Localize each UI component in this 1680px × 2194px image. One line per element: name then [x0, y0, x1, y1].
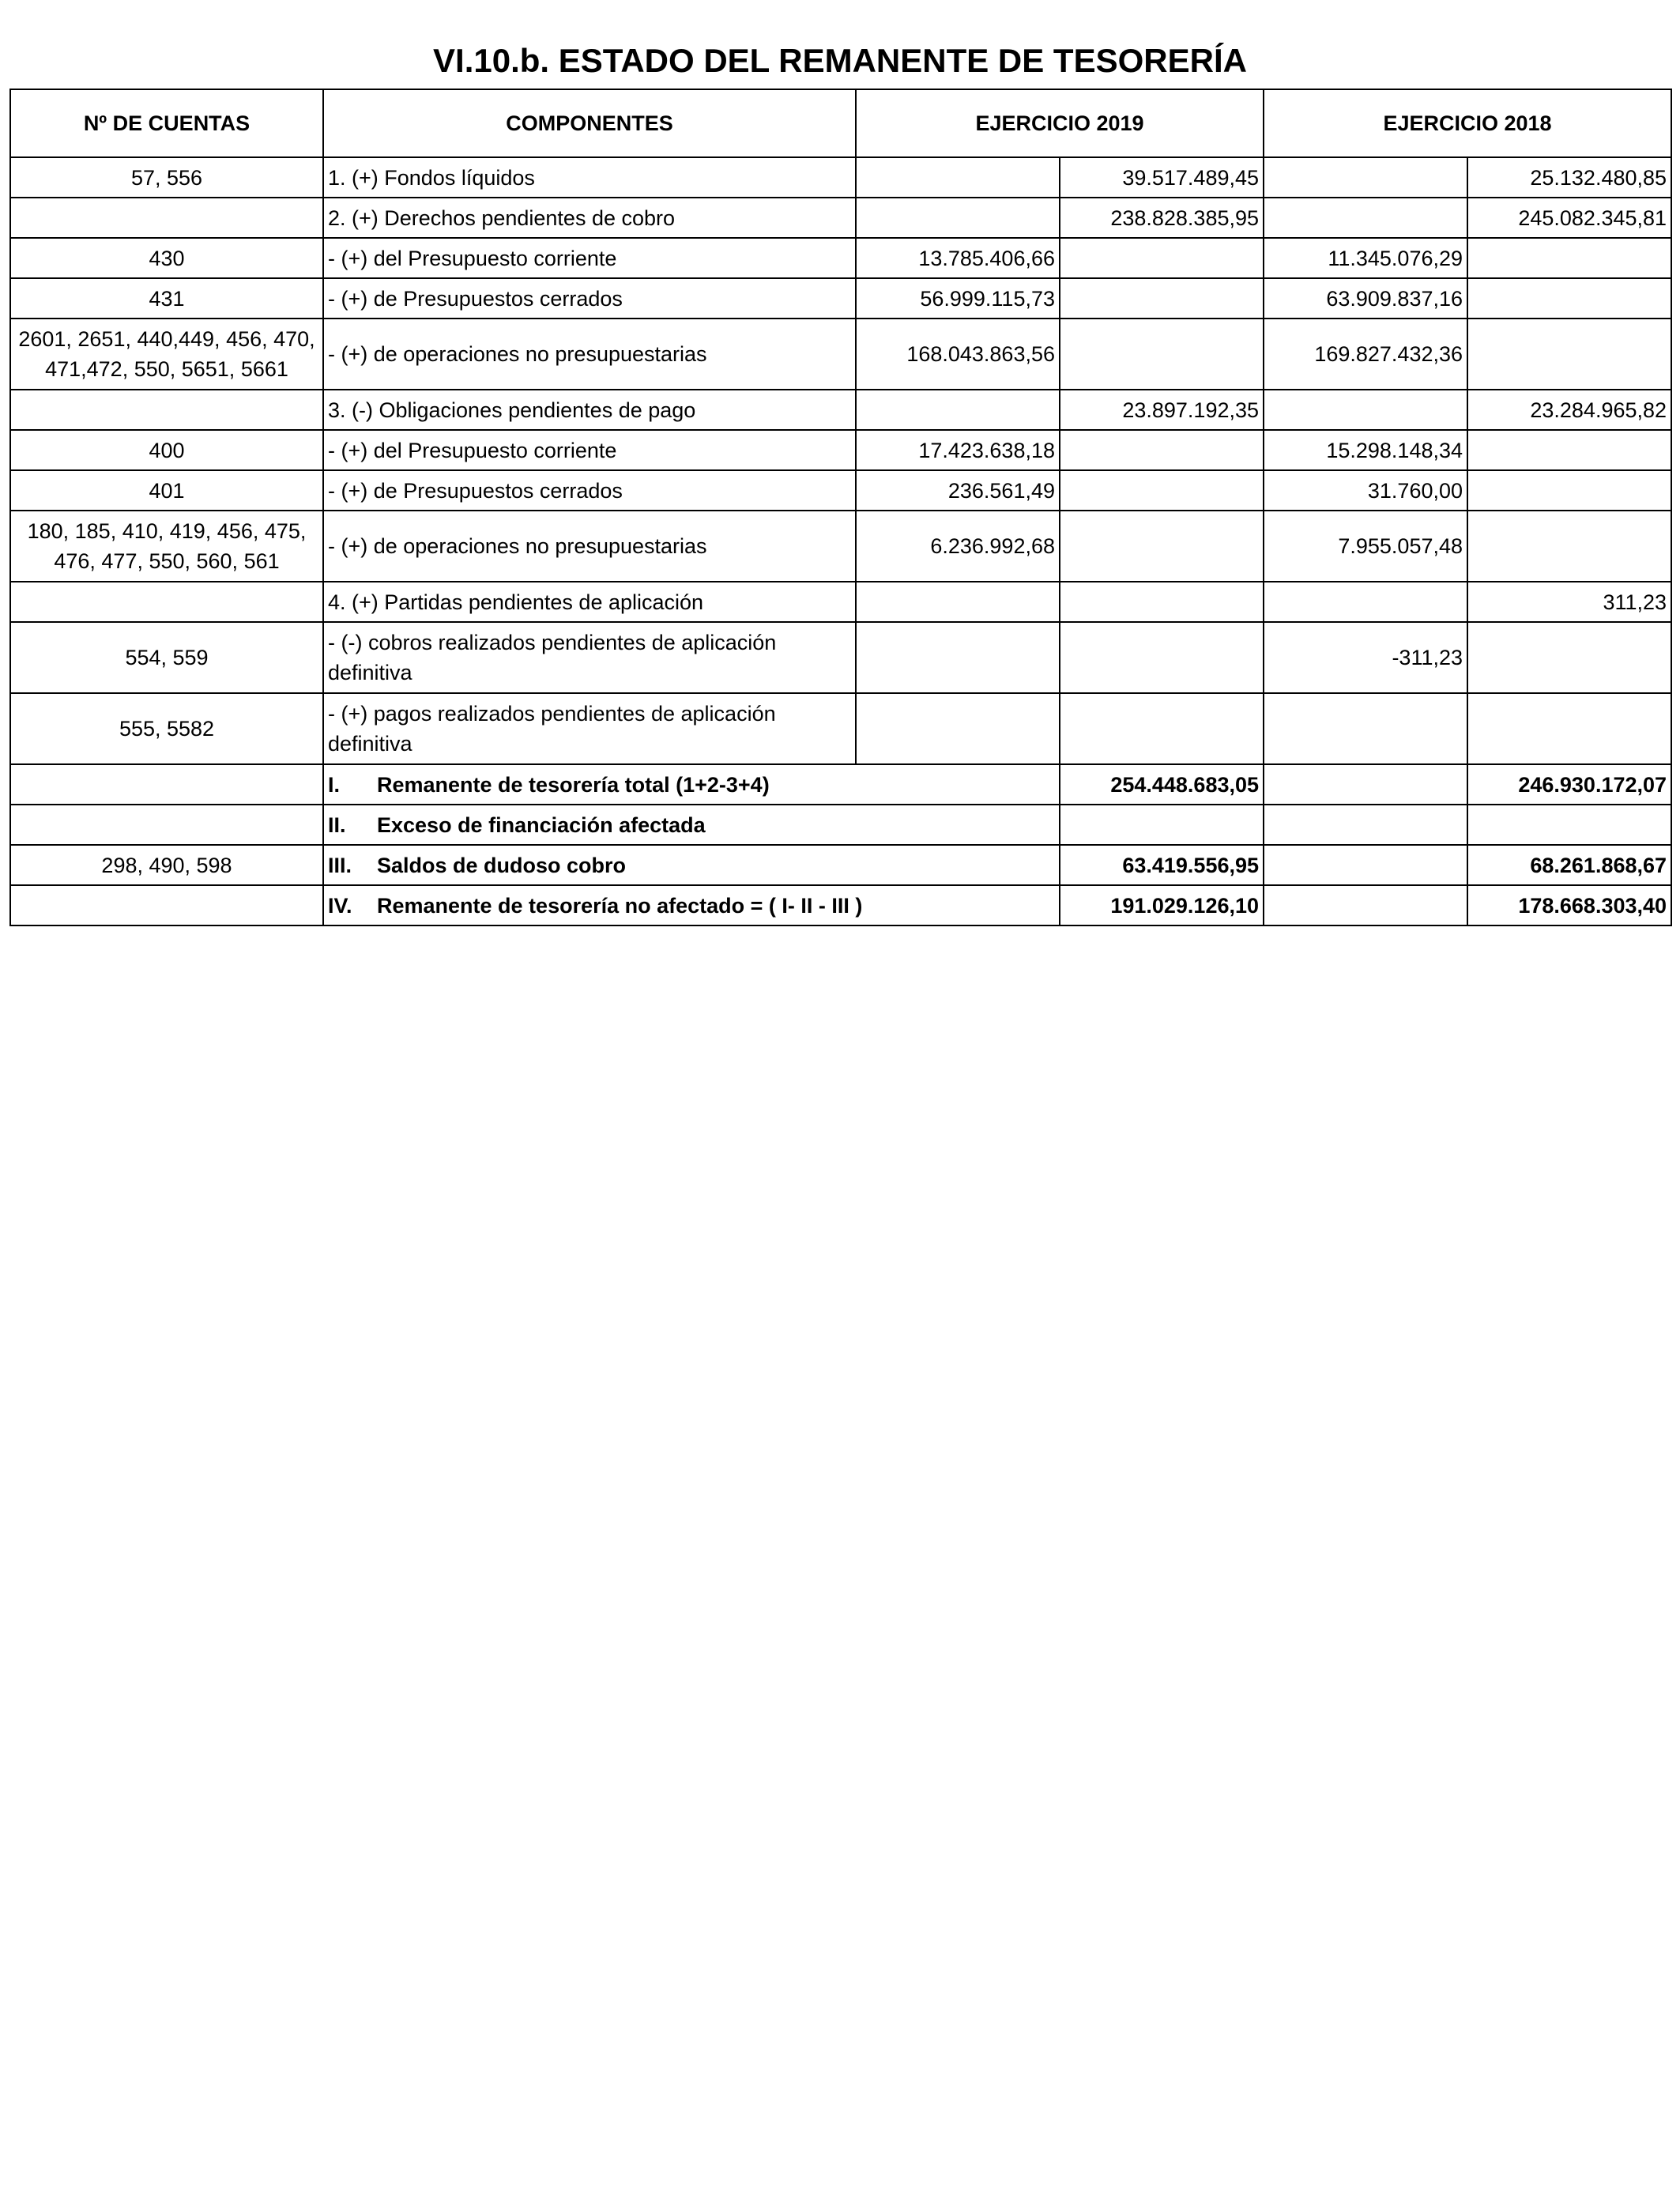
total-2019-cell	[1060, 278, 1264, 319]
detalle-2018-cell	[1264, 157, 1467, 198]
cuentas-cell: 298, 490, 598	[10, 845, 323, 885]
total-2019-cell: 39.517.489,45	[1060, 157, 1264, 198]
cuentas-cell	[10, 582, 323, 622]
total-label-cell	[323, 764, 1060, 805]
total-2018-cell	[1467, 238, 1671, 278]
table-row	[10, 238, 1671, 278]
detalle-2019-cell: 236.561,49	[856, 470, 1060, 511]
table-row	[10, 693, 1671, 764]
detalle-2018-cell: 63.909.837,16	[1264, 278, 1467, 319]
cuentas-cell: 430	[10, 238, 323, 278]
total-2019-cell	[1060, 470, 1264, 511]
total-2019-cell	[1060, 430, 1264, 470]
header-cuentas: Nº DE CUENTAS	[10, 89, 323, 157]
detalle-2019-cell	[856, 582, 1060, 622]
componente-cell: 3. (-) Obligaciones pendientes de pago	[323, 390, 856, 430]
cuentas-cell: 400	[10, 430, 323, 470]
total-2019-cell	[1060, 238, 1264, 278]
total-2019-cell	[1060, 319, 1264, 390]
componente-cell: - (+) del Presupuesto corriente	[323, 430, 856, 470]
total-2018-cell: 178.668.303,40	[1467, 885, 1671, 925]
total-label-cell	[323, 885, 1060, 925]
roman-numeral: III.	[328, 853, 352, 877]
total-2018-cell	[1467, 319, 1671, 390]
header-ejercicio-2018: EJERCICIO 2018	[1264, 89, 1671, 157]
detalle-2018-cell	[1264, 693, 1467, 764]
detalle-2018-cell	[1264, 390, 1467, 430]
header-row	[10, 89, 1671, 157]
componente-cell: - (-) cobros realizados pendientes de aplicación definitiva	[323, 622, 856, 693]
total-2018-cell	[1467, 430, 1671, 470]
detalle-2019-cell: 17.423.638,18	[856, 430, 1060, 470]
componente-cell: 4. (+) Partidas pendientes de aplicación	[323, 582, 856, 622]
header-ejercicio-2019: EJERCICIO 2019	[856, 89, 1264, 157]
cuentas-cell	[10, 885, 323, 925]
detalle-2019-cell: 168.043.863,56	[856, 319, 1060, 390]
detalle-2018-cell	[1264, 885, 1467, 925]
total-label-cell	[323, 845, 1060, 885]
total-row	[10, 805, 1671, 845]
total-label: Remanente de tesorería total (1+2-3+4)	[377, 772, 770, 797]
cuentas-cell	[10, 198, 323, 238]
detalle-2018-cell	[1264, 805, 1467, 845]
total-2018-cell: 245.082.345,81	[1467, 198, 1671, 238]
total-label: Remanente de tesorería no afectado = ( I- II - III )	[377, 893, 863, 918]
total-2018-cell: 23.284.965,82	[1467, 390, 1671, 430]
total-2018-cell	[1467, 805, 1671, 845]
total-2018-cell: 68.261.868,67	[1467, 845, 1671, 885]
total-2018-cell	[1467, 622, 1671, 693]
detalle-2018-cell: 169.827.432,36	[1264, 319, 1467, 390]
cuentas-cell: 57, 556	[10, 157, 323, 198]
cuentas-cell	[10, 805, 323, 845]
detalle-2019-cell: 56.999.115,73	[856, 278, 1060, 319]
detalle-2018-cell: 11.345.076,29	[1264, 238, 1467, 278]
total-2018-cell: 25.132.480,85	[1467, 157, 1671, 198]
total-2018-cell	[1467, 693, 1671, 764]
table-row	[10, 470, 1671, 511]
roman-numeral: IV.	[328, 893, 352, 918]
total-2018-cell	[1467, 470, 1671, 511]
detalle-2018-cell: 31.760,00	[1264, 470, 1467, 511]
detalle-2018-cell: -311,23	[1264, 622, 1467, 693]
total-2019-cell	[1060, 582, 1264, 622]
table-row	[10, 157, 1671, 198]
table-row	[10, 278, 1671, 319]
detalle-2018-cell: 15.298.148,34	[1264, 430, 1467, 470]
componente-cell: - (+) pagos realizados pendientes de aplicación definitiva	[323, 693, 856, 764]
cuentas-cell: 554, 559	[10, 622, 323, 693]
componente-cell: - (+) del Presupuesto corriente	[323, 238, 856, 278]
roman-numeral: II.	[328, 812, 346, 837]
total-row	[10, 885, 1671, 925]
detalle-2018-cell	[1264, 198, 1467, 238]
detalle-2019-cell: 6.236.992,68	[856, 511, 1060, 582]
detalle-2019-cell	[856, 693, 1060, 764]
remanente-table	[9, 89, 1672, 926]
componente-cell: - (+) de operaciones no presupuestarias	[323, 319, 856, 390]
total-2018-cell: 311,23	[1467, 582, 1671, 622]
componente-cell: 2. (+) Derechos pendientes de cobro	[323, 198, 856, 238]
total-row	[10, 764, 1671, 805]
cuentas-cell: 401	[10, 470, 323, 511]
total-2019-cell: 63.419.556,95	[1060, 845, 1264, 885]
cuentas-cell: 180, 185, 410, 419, 456, 475, 476, 477, 550, 560, 561	[10, 511, 323, 582]
total-2018-cell: 246.930.172,07	[1467, 764, 1671, 805]
total-2019-cell	[1060, 622, 1264, 693]
table-row	[10, 198, 1671, 238]
total-label: Saldos de dudoso cobro	[377, 853, 627, 877]
table-row	[10, 582, 1671, 622]
table-row	[10, 390, 1671, 430]
total-2019-cell	[1060, 805, 1264, 845]
cuentas-cell: 431	[10, 278, 323, 319]
total-2018-cell	[1467, 511, 1671, 582]
componente-cell: 1. (+) Fondos líquidos	[323, 157, 856, 198]
total-2018-cell	[1467, 278, 1671, 319]
total-label-cell	[323, 805, 1060, 845]
cuentas-cell	[10, 390, 323, 430]
total-row	[10, 845, 1671, 885]
cuentas-cell: 555, 5582	[10, 693, 323, 764]
detalle-2018-cell	[1264, 845, 1467, 885]
detalle-2018-cell	[1264, 582, 1467, 622]
header-componentes: COMPONENTES	[323, 89, 856, 157]
total-2019-cell: 191.029.126,10	[1060, 885, 1264, 925]
total-2019-cell: 254.448.683,05	[1060, 764, 1264, 805]
cuentas-cell: 2601, 2651, 440,449, 456, 470, 471,472, 550, 5651, 5661	[10, 319, 323, 390]
componente-cell: - (+) de Presupuestos cerrados	[323, 470, 856, 511]
table-row	[10, 319, 1671, 390]
total-2019-cell	[1060, 511, 1264, 582]
detalle-2019-cell	[856, 157, 1060, 198]
detalle-2019-cell	[856, 390, 1060, 430]
table-row	[10, 511, 1671, 582]
table-row	[10, 622, 1671, 693]
detalle-2019-cell	[856, 622, 1060, 693]
total-label: Exceso de financiación afectada	[377, 812, 706, 837]
page-title: VI.10.b. ESTADO DEL REMANENTE DE TESORERÍA	[433, 42, 1247, 79]
total-2019-cell: 23.897.192,35	[1060, 390, 1264, 430]
total-2019-cell: 238.828.385,95	[1060, 198, 1264, 238]
componente-cell: - (+) de Presupuestos cerrados	[323, 278, 856, 319]
detalle-2019-cell	[856, 198, 1060, 238]
cuentas-cell	[10, 764, 323, 805]
componente-cell: - (+) de operaciones no presupuestarias	[323, 511, 856, 582]
table-row	[10, 430, 1671, 470]
roman-numeral: I.	[328, 772, 341, 797]
detalle-2019-cell: 13.785.406,66	[856, 238, 1060, 278]
detalle-2018-cell: 7.955.057,48	[1264, 511, 1467, 582]
total-2019-cell	[1060, 693, 1264, 764]
detalle-2018-cell	[1264, 764, 1467, 805]
